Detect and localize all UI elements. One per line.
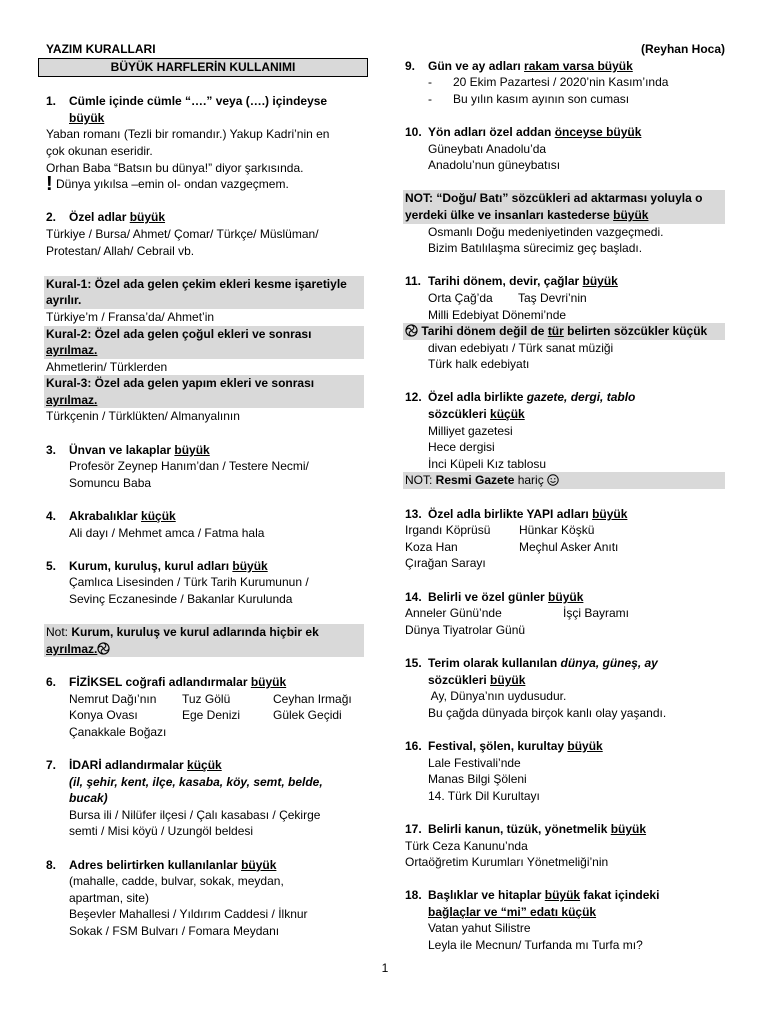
note-text: yerdeki ülke ve insanları kastederse — [405, 207, 614, 222]
rule-emphasis: bağlaçlar ve “mi” edatı küçük — [428, 904, 597, 919]
rule-number: 16. — [405, 738, 422, 753]
example-line: Türkçenin / Türklükten/ Almanyalının — [46, 409, 240, 424]
rule-emphasis: önceyse büyük — [554, 124, 642, 139]
dash-bullet: - — [428, 75, 432, 90]
example-item: Taş Devri’nin — [518, 290, 587, 305]
rule-heading: Özel adla birlikte YAPI adları — [428, 506, 593, 521]
example-line: Çamlıca Lisesinden / Türk Tarih Kurumunun / — [69, 575, 309, 590]
example-row — [46, 707, 364, 724]
rule-emphasis: büyük — [129, 210, 166, 225]
rule-heading: Belirli kanun, tüzük, yönetmelik — [428, 821, 611, 836]
example-item: Irgandı Köprüsü — [405, 523, 491, 538]
rule-number: 5. — [46, 558, 57, 573]
example-row — [405, 290, 725, 307]
example-row — [46, 691, 364, 708]
sub-rule-heading: ayrılır. — [44, 292, 364, 309]
rule-18 — [405, 887, 725, 953]
example-line: (mahalle, cadde, bulvar, sokak, meydan, — [69, 874, 284, 889]
example-line: Bu yılın kasım ayının son cuması — [453, 91, 630, 106]
rule-emphasis: büyük — [567, 738, 603, 753]
rule-emphasis: büyük — [69, 110, 105, 125]
note-institutions — [46, 624, 364, 657]
example-line: Bursa ili / Nilüfer ilçesi / Çalı kasabası / Çekirge — [69, 807, 321, 822]
rule-8 — [46, 857, 364, 940]
rule-heading: Gün ve ay adları — [428, 58, 525, 73]
rule-italic: gazete, dergi, tablo — [526, 390, 636, 405]
rule-number: 12. — [405, 390, 422, 405]
example-row — [405, 539, 725, 556]
note-emphasis: tür — [547, 324, 564, 339]
example-line: 20 Ekim Pazartesi / 2020’nin Kasım’ında — [453, 75, 669, 90]
rule-heading: sözcükleri — [428, 407, 491, 422]
example-line: Ahmetlerin/ Türklerden — [46, 359, 168, 374]
example-line: Ay, Dünya’nın uydusudur. — [428, 689, 567, 704]
rule-5 — [46, 558, 364, 608]
rule-emphasis: büyük — [592, 506, 628, 521]
example-line: Türk Ceza Kanunu’nda — [405, 838, 528, 853]
rule-italic: dünya, güneş, ay — [560, 655, 658, 670]
sub-rule-heading: Kural-1: Özel ada gelen çekim ekleri kesme işaretiyle — [44, 276, 364, 293]
example-line: Vatan yahut Silistre — [428, 921, 531, 936]
example-line: Türkiye / Bursa/ Ahmet/ Çomar/ Türkçe/ Müslüman/ — [46, 226, 319, 241]
rule-number: 2. — [46, 210, 57, 225]
rule-number: 1. — [46, 94, 57, 109]
example-line: Türk halk edebiyatı — [428, 357, 530, 372]
note-label: NOT: — [405, 473, 436, 488]
example-line: Hece dergisi — [428, 440, 495, 455]
example-line: 14. Türk Dil Kurultayı — [428, 788, 540, 803]
rule-heading: fakat içindeki — [580, 888, 660, 903]
rule-number: 17. — [405, 821, 422, 836]
example-line: Dünya yıkılsa –emin ol- ondan vazgeçmem. — [56, 177, 289, 192]
rule-heading: Belirli ve özel günler — [428, 589, 549, 604]
rule-15 — [405, 655, 725, 721]
example-line: semti / Misi köyü / Uzungöl beldesi — [69, 824, 254, 839]
example-line: Leyla ile Mecnun/ Turfanda mı Turfa mı? — [428, 938, 643, 953]
author-label: (Reyhan Hoca) — [640, 42, 725, 56]
rule-number: 11. — [405, 274, 422, 289]
rule-number: 4. — [46, 509, 57, 524]
sub-rule-heading: Kural-3: Özel ada gelen yapım ekleri ve sonrası — [44, 375, 364, 392]
rule-3 — [46, 442, 364, 492]
example-line: Milli Edebiyat Dönemi’nde — [428, 307, 567, 322]
example-line: çok okunan eseridir. — [46, 143, 153, 158]
rule-emphasis: büyük — [548, 589, 584, 604]
rule-emphasis: küçük — [187, 757, 222, 772]
example-line: Türkiye’m / Fransa’da/ Ahmet’in — [46, 309, 215, 324]
rule-number: 18. — [405, 888, 422, 903]
example-line: Bizim Batılılaşma sürecimiz geç başladı. — [428, 241, 643, 256]
example-line: Manas Bilgi Şöleni — [428, 772, 527, 787]
rule-emphasis: rakam varsa büyük — [524, 58, 633, 73]
rule-number: 10. — [405, 124, 422, 139]
sub-rule-emphasis: ayrılmaz. — [46, 392, 98, 407]
rule-number: 9. — [405, 58, 416, 73]
rule-heading: Tarihi dönem, devir, çağlar — [428, 274, 583, 289]
rule-emphasis: küçük — [490, 407, 525, 422]
rule-10 — [405, 124, 725, 174]
rule-heading: Adres belirtirken kullanılanlar — [69, 857, 242, 872]
section-title-box: BÜYÜK HARFLERİN KULLANIMI — [38, 58, 368, 77]
sub-rule-2 — [46, 326, 364, 376]
example-row — [405, 605, 725, 622]
rule-11 — [405, 273, 725, 323]
rule-number: 7. — [46, 757, 57, 772]
example-line: Güneybatı Anadolu’da — [428, 141, 547, 156]
rule-heading: Akrabalıklar — [69, 509, 142, 524]
note-emphasis: ayrılmaz. — [46, 641, 98, 656]
example-line: Orhan Baba “Batsın bu dünya!” diyor şarkısında. — [46, 160, 304, 175]
rule-emphasis: büyük — [241, 857, 277, 872]
rule-number: 14. — [405, 589, 422, 604]
rule-emphasis: büyük — [232, 558, 268, 573]
rule-emphasis: büyük — [582, 274, 618, 289]
note-genre — [405, 323, 725, 373]
example-line: İnci Küpeli Kız tablosu — [428, 456, 547, 471]
rule-heading: Özel adla birlikte — [428, 390, 527, 405]
dash-bullet: - — [428, 91, 432, 106]
smiley-icon — [547, 474, 559, 486]
note-east-west — [405, 190, 725, 256]
rule-17 — [405, 821, 725, 871]
rule-heading: Başlıklar ve hitaplar — [428, 888, 545, 903]
rule-emphasis: büyük — [610, 821, 647, 836]
right-column — [405, 41, 725, 954]
page-number: 1 — [381, 961, 389, 975]
exclamation-icon: ! — [46, 173, 53, 196]
rule-2 — [46, 209, 364, 259]
rule-4 — [46, 508, 364, 541]
example-line: Osmanlı Doğu medeniyetinden vazgeçmedi. — [428, 224, 664, 239]
example-row — [405, 522, 725, 539]
example-line: Beşevler Mahallesi / Yıldırım Caddesi / İlknur — [69, 907, 308, 922]
rule-number: 6. — [46, 674, 57, 689]
note-text: hariç — [514, 473, 544, 488]
rule-heading: Festival, şölen, kurultay — [428, 738, 568, 753]
rule-heading: Ünvan ve lakaplar — [69, 442, 175, 457]
example-line: Anadolu’nun güneybatısı — [428, 158, 561, 173]
example-line: Çanakkale Boğazı — [69, 724, 167, 739]
rule-emphasis: büyük — [250, 674, 287, 689]
example-line: divan edebiyatı / Türk sanat müziği — [428, 340, 614, 355]
example-item: Gülek Geçidi — [273, 708, 342, 723]
rule-number: 8. — [46, 857, 57, 872]
rule-emphasis: küçük — [141, 509, 176, 524]
rule-heading: Özel adlar — [69, 210, 130, 225]
sub-rule-heading: Kural-2: Özel ada gelen çoğul ekleri ve sonrası — [44, 326, 364, 343]
rule-emphasis: büyük — [544, 888, 581, 903]
rule-heading: Kurum, kuruluş, kurul adları — [69, 558, 233, 573]
example-line: Bu çağda dünyada birçok kanlı olay yaşandı. — [428, 705, 667, 720]
example-line: apartman, site) — [69, 890, 150, 905]
note-text: Tarihi dönem değil de — [421, 324, 548, 339]
example-item: Konya Ovası — [69, 708, 138, 723]
example-line: Lale Festivali’nde — [428, 755, 521, 770]
example-item: Meçhul Asker Anıtı — [519, 539, 619, 554]
rule-heading: Terim olarak kullanılan — [428, 655, 561, 670]
rule-heading: sözcükleri — [428, 672, 491, 687]
sub-rule-1 — [46, 276, 364, 326]
sub-rule-3 — [46, 375, 364, 425]
left-column — [46, 41, 364, 939]
example-item: Orta Çağ’da — [428, 290, 493, 305]
sub-rule-emphasis: ayrılmaz. — [46, 343, 98, 358]
rule-16 — [405, 738, 725, 804]
example-line: Yaban romanı (Tezli bir romandır.) Yakup Kadri’nin en — [46, 127, 330, 142]
rule-1 — [46, 93, 364, 196]
italic-note: (il, şehir, kent, ilçe, kasaba, köy, semt, belde, — [69, 774, 323, 789]
rule-12 — [405, 389, 725, 472]
example-line: Ali dayı / Mehmet amca / Fatma hala — [69, 525, 265, 540]
example-item: Anneler Günü’nde — [405, 606, 502, 621]
example-line: Profesör Zeynep Hanım’dan / Testere Necmi/ — [69, 459, 309, 474]
note-label: Not: — [46, 625, 72, 640]
rule-6 — [46, 674, 364, 740]
italic-note: bucak) — [69, 791, 108, 806]
rule-heading: Cümle içinde cümle “….” veya (….) içindeyse — [69, 94, 328, 109]
rule-13 — [405, 506, 725, 572]
note-text: Resmi Gazete — [435, 473, 515, 488]
rule-heading: FİZİKSEL coğrafi adlandırmalar — [69, 674, 251, 689]
note-emphasis: büyük — [613, 207, 649, 222]
rule-heading: Yön adları özel addan — [428, 124, 555, 139]
example-item: Koza Han — [405, 539, 458, 554]
example-item: Ege Denizi — [182, 708, 241, 723]
example-item: İşçi Bayramı — [563, 606, 630, 621]
example-line: Sokak / FSM Bulvarı / Fomara Meydanı — [69, 923, 280, 938]
spiral-icon — [405, 324, 418, 337]
rule-number: 13. — [405, 506, 422, 521]
rule-heading: İDARİ adlandırmalar — [69, 757, 188, 772]
document-title: YAZIM KURALLARI — [46, 42, 156, 56]
example-line: Çırağan Sarayı — [405, 556, 486, 571]
example-line: Ortaöğretim Kurumları Yönetmeliği’nin — [405, 855, 609, 870]
example-line: Dünya Tiyatrolar Günü — [405, 622, 526, 637]
note-text: belirten sözcükler küçük — [563, 324, 708, 339]
note-text: Kurum, kuruluş ve kurul adlarında hiçbir ek — [71, 625, 319, 640]
example-item: Nemrut Dağı’nın — [69, 691, 157, 706]
example-item: Hünkar Köşkü — [519, 523, 595, 538]
note-text: NOT: “Doğu/ Batı” sözcükleri ad aktarması yoluyla o — [403, 190, 725, 207]
example-item: Ceyhan Irmağı — [273, 691, 352, 706]
rule-emphasis: büyük — [174, 442, 210, 457]
note-official-gazette — [403, 472, 725, 489]
rule-9 — [405, 58, 725, 108]
spiral-icon — [97, 642, 110, 655]
example-line: Milliyet gazetesi — [428, 423, 513, 438]
rule-number: 15. — [405, 655, 422, 670]
rule-14 — [405, 589, 725, 639]
rule-emphasis: büyük — [490, 672, 526, 687]
example-line: Protestan/ Allah/ Cebrail vb. — [46, 243, 195, 258]
example-item: Tuz Gölü — [182, 691, 231, 706]
example-line: Sevinç Eczanesinde / Bakanlar Kurulunda — [69, 592, 293, 606]
rule-number: 3. — [46, 442, 57, 457]
example-line: Somuncu Baba — [69, 475, 152, 490]
rule-7 — [46, 757, 364, 840]
